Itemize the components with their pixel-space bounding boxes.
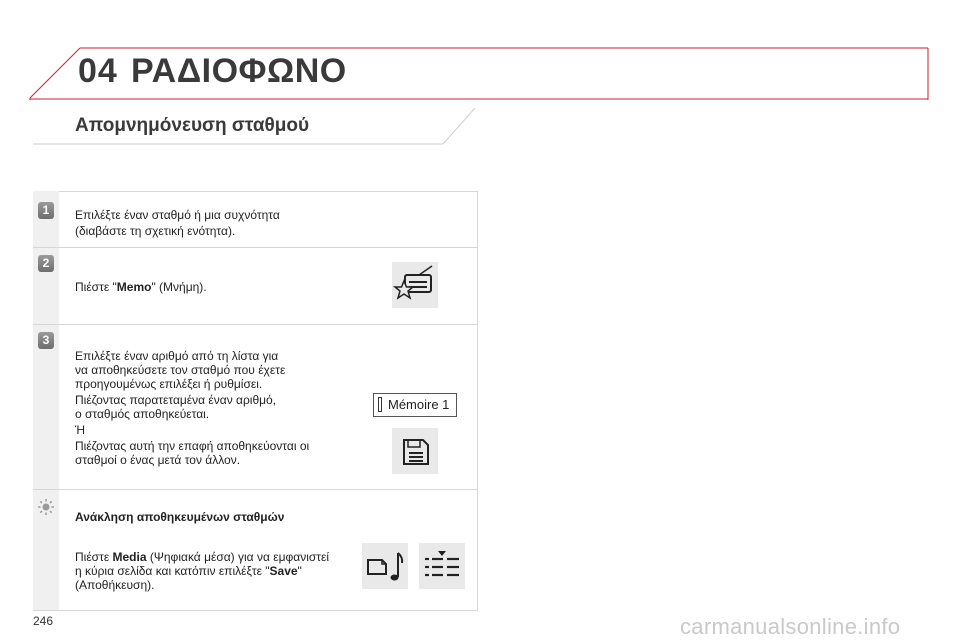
page-number: 246 <box>33 614 54 628</box>
memo-label: Memo <box>116 280 152 294</box>
step-2-text-suffix: " (Μνήμη). <box>151 280 207 294</box>
media-label: Media <box>112 550 147 564</box>
save-label: Save <box>269 564 298 578</box>
step-3-line-5: ο σταθμός αποθηκεύεται. <box>75 407 210 421</box>
chapter-title: ΡΑΔΙΟΦΩΝΟ <box>131 52 347 90</box>
tip-line-2 <box>75 564 302 578</box>
step-1-line-2: (διαβάστε τη σχετική ενότητα). <box>75 224 236 238</box>
step-2-text <box>75 280 207 294</box>
preset-list-button[interactable] <box>419 543 465 589</box>
chapter-number: 04 <box>78 52 118 90</box>
save-list-icon <box>392 428 438 474</box>
media-note-icon <box>362 543 408 589</box>
step-1-badge: 1 <box>38 202 54 219</box>
tip-line-1-prefix: Πιέστε <box>75 550 113 564</box>
preset-list-icon <box>419 543 465 589</box>
tip-line-3: (Αποθήκευση). <box>75 578 155 592</box>
step-divider <box>33 247 477 248</box>
tip-title: Ανάκληση αποθηκευμένων σταθμών <box>75 510 285 524</box>
step-strip <box>33 191 59 610</box>
lightbulb-icon <box>37 498 55 516</box>
preset-marker-icon <box>378 397 382 412</box>
tip-line-2-prefix: η κύρια σελίδα και κατόπιν επιλέξτε " <box>75 564 270 578</box>
step-3-line-7: Πιέζοντας αυτή την επαφή αποθηκεύονται οι <box>75 439 310 453</box>
memoire-1-label: Mémoire 1 <box>388 397 450 412</box>
media-button[interactable] <box>362 543 408 589</box>
step-3-line-8: σταθμοί ο ένας μετά τον άλλον. <box>75 453 241 467</box>
section-title: Απομνημόνευση σταθμού <box>75 115 310 136</box>
save-list-button[interactable] <box>392 428 438 474</box>
step-divider <box>33 324 477 325</box>
step-3-line-3: προηγουμένως επιλέξει ή ρυθμίσει. <box>75 377 263 391</box>
memo-radio-star-icon <box>392 262 438 308</box>
step-3-line-1: Επιλέξτε έναν αριθμό από τη λίστα για <box>75 349 279 363</box>
tip-line-1-suffix: (Ψηφιακά μέσα) για να εμφανιστεί <box>146 550 330 564</box>
step-3-line-4: Πιέζοντας παρατεταμένα έναν αριθμό, <box>75 393 277 407</box>
step-2-badge: 2 <box>38 255 54 272</box>
step-3-line-6: Ή <box>75 423 86 437</box>
tip-line-2-suffix: " <box>297 564 302 578</box>
step-3-line-2: να αποθηκεύσετε τον σταθμό που έχετε <box>75 363 286 377</box>
tip-line-1 <box>75 550 329 564</box>
step-divider <box>33 489 477 490</box>
step-2-text-prefix: Πιέστε " <box>75 280 117 294</box>
memoire-1-button[interactable] <box>373 393 457 417</box>
step-1-line-1: Επιλέξτε έναν σταθμό ή μια συχνότητα <box>75 208 280 222</box>
step-3-badge: 3 <box>38 332 54 349</box>
watermark: carmanualsonline.info <box>680 614 901 639</box>
memo-button[interactable] <box>392 262 438 308</box>
